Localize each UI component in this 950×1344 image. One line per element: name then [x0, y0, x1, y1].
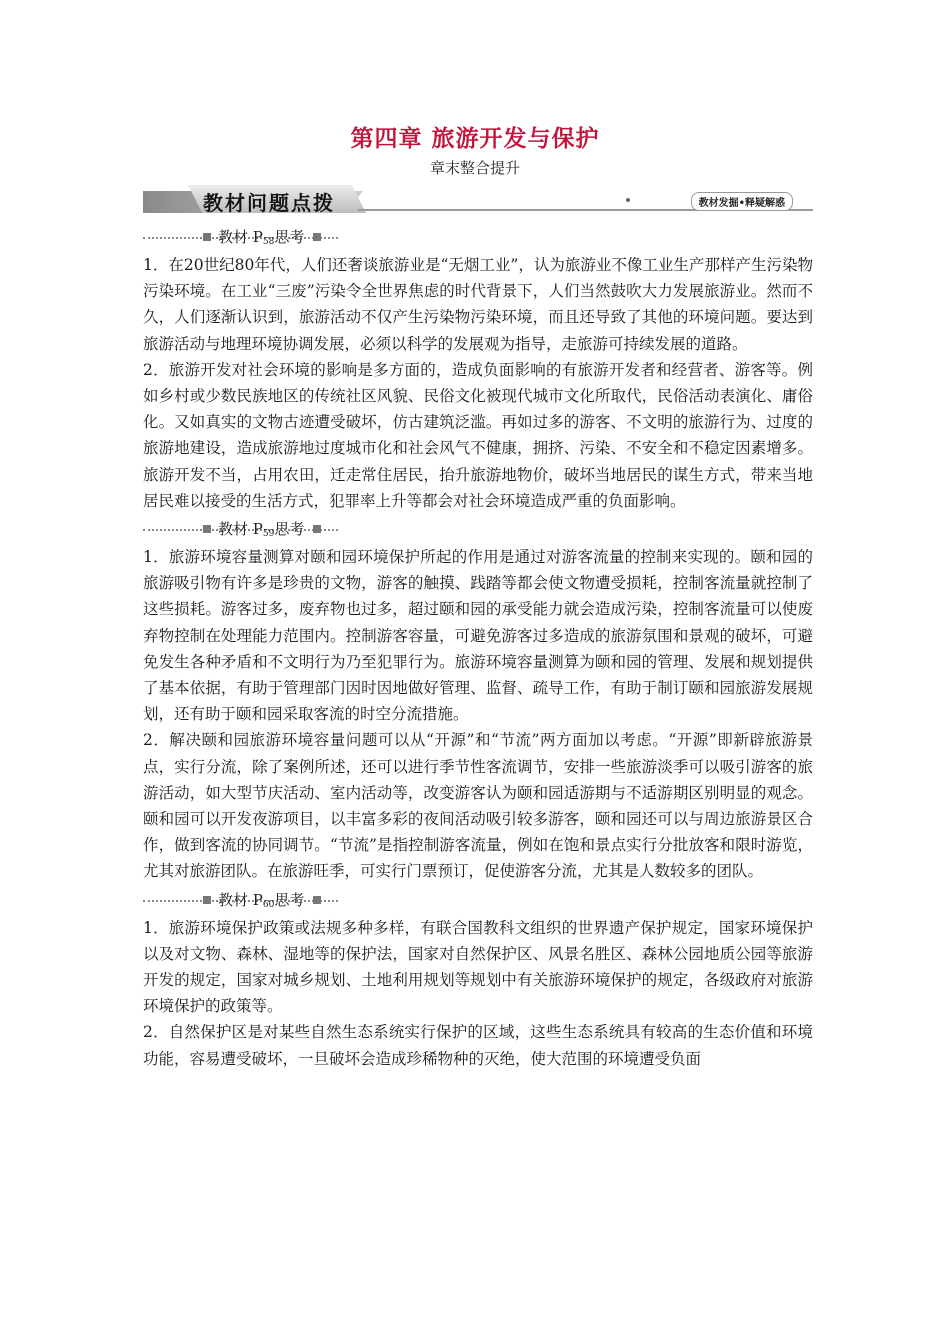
banner-label: 教材问题点拨: [203, 191, 335, 215]
section-banner: [143, 185, 813, 215]
section-p58: [143, 226, 813, 514]
section-header: [143, 889, 813, 913]
banner-tagline: 教材发掘•释疑解惑: [691, 192, 793, 211]
square-icon: [203, 896, 211, 904]
square-icon: [203, 525, 211, 533]
chapter-title: 第四章 旅游开发与保护: [350, 125, 600, 152]
section-header: [143, 226, 813, 250]
banner-dot-icon: [626, 198, 630, 202]
content: [143, 226, 813, 1076]
square-icon: [313, 896, 321, 904]
square-icon: [203, 233, 211, 241]
section-header: [143, 518, 813, 542]
section-p59: [143, 518, 813, 885]
section-p60: [143, 889, 813, 1072]
paragraph: 1．在20世纪80年代，人们还奢谈旅游业是“无烟工业”，认为旅游业不像工业生产那样产生污染物污染环境。在工业“三废”污染令全世界焦虑的时代背景下，人们当然鼓吹大力发展旅游业。然而不久，人们逐渐认识到，旅游活动不仅产生污染物污染环境，而且还导致了其他的环境问题。要达到旅游活动与地理环境协调发展，必须以科学的发展观为指导，走旅游可持续发展的道路。: [143, 256, 813, 353]
chapter-subtitle: 章末整合提升: [429, 159, 520, 177]
square-icon: [313, 233, 321, 241]
section-label: 教材 $P_{60}$思考: [218, 890, 305, 910]
paragraph: 2．旅游开发对社会环境的影响是多方面的，造成负面影响的有旅游开发者和经营者、游客等。例如乡村或少数民族地区的传统社区风貌、民俗文化被现代城市文化所取代，民俗活动表演化、庸俗化。又如真实的文物古迹遭受破坏，仿古建筑泛滥。再如过多的游客、不文明的旅游行为、过度的旅游地建设，造成旅游地过度城市化和社会风气不健康，拥挤、污染、不安全和不稳定因素增多。旅游开发不当，占用农田，迁走常住居民，抬升旅游地物价，破坏当地居民的谋生方式，带来当地居民难以接受的生活方式，犯罪率上升等都会对社会环境造成严重的负面影响。: [143, 360, 813, 510]
section-label: 教材 $P_{59}$思考: [218, 520, 305, 540]
section-label: 教材 $P_{58}$思考: [218, 228, 305, 247]
square-icon: [313, 525, 321, 533]
paragraph: 2．解决颐和园旅游环境容量问题可以从“开源”和“节流”两方面加以考虑。“开源”即新辟旅游景点，实行分流，除了案例所述，还可以进行季节性客流调节，安排一些旅游淡季可以吸引游客的旅游活动，如大型节庆活动、室内活动等，改变游客认为颐和园适游期与不适游期区别明显的观念。颐和园可以开发夜游项目，以丰富多彩的夜间活动吸引较多游客，颐和园还可以与周边旅游景区合作，做到客流的协同调节。“节流”是指控制游客流量，例如在饱和景点实行分批放客和限时游览，尤其对旅游团队。在旅游旺季，可实行门票预订，促使游客分流，尤其是人数较多的团队。: [143, 731, 813, 881]
paragraph: 2．自然保护区是对某些自然生态系统实行保护的区域，这些生态系统具有较高的生态价值和环境功能，容易遭受破坏，一旦破坏会造成珍稀物种的灭绝，使大范围的环境遭受负面: [143, 1023, 813, 1068]
paragraph: 1．旅游环境保护政策或法规多种多样，有联合国教科文组织的世界遗产保护规定，国家环境保护以及对文物、森林、湿地等的保护法，国家对自然保护区、风景名胜区、森林公园地质公园等旅游开发的规定，国家对城乡规划、土地利用规划等规划中有关旅游环境保护的规定，各级政府对旅游环境保护的政策等。: [143, 918, 813, 1016]
paragraph: 1．旅游环境容量测算对颐和园环境保护所起的作用是通过对游客流量的控制来实现的。颐和园的旅游吸引物有许多是珍贵的文物，游客的触摸、践踏等都会使文物遭受损耗，控制客流量就控制了这些损耗。游客过多，废弃物也过多，超过颐和园的承受能力就会造成污染，控制客流量可以使废弃物控制在处理能力范围内。控制游客容量，可避免游客过多造成的旅游氛围和景观的破坏，可避免发生各种矛盾和不文明行为乃至犯罪行为。旅游环境容量测算为颐和园的管理、发展和规划提供了基本依据，有助于管理部门因时因地做好管理、监督、疏导工作，有助于制订颐和园旅游发展规划，还有助于颐和园采取客流的时空分流措施。: [143, 548, 813, 724]
